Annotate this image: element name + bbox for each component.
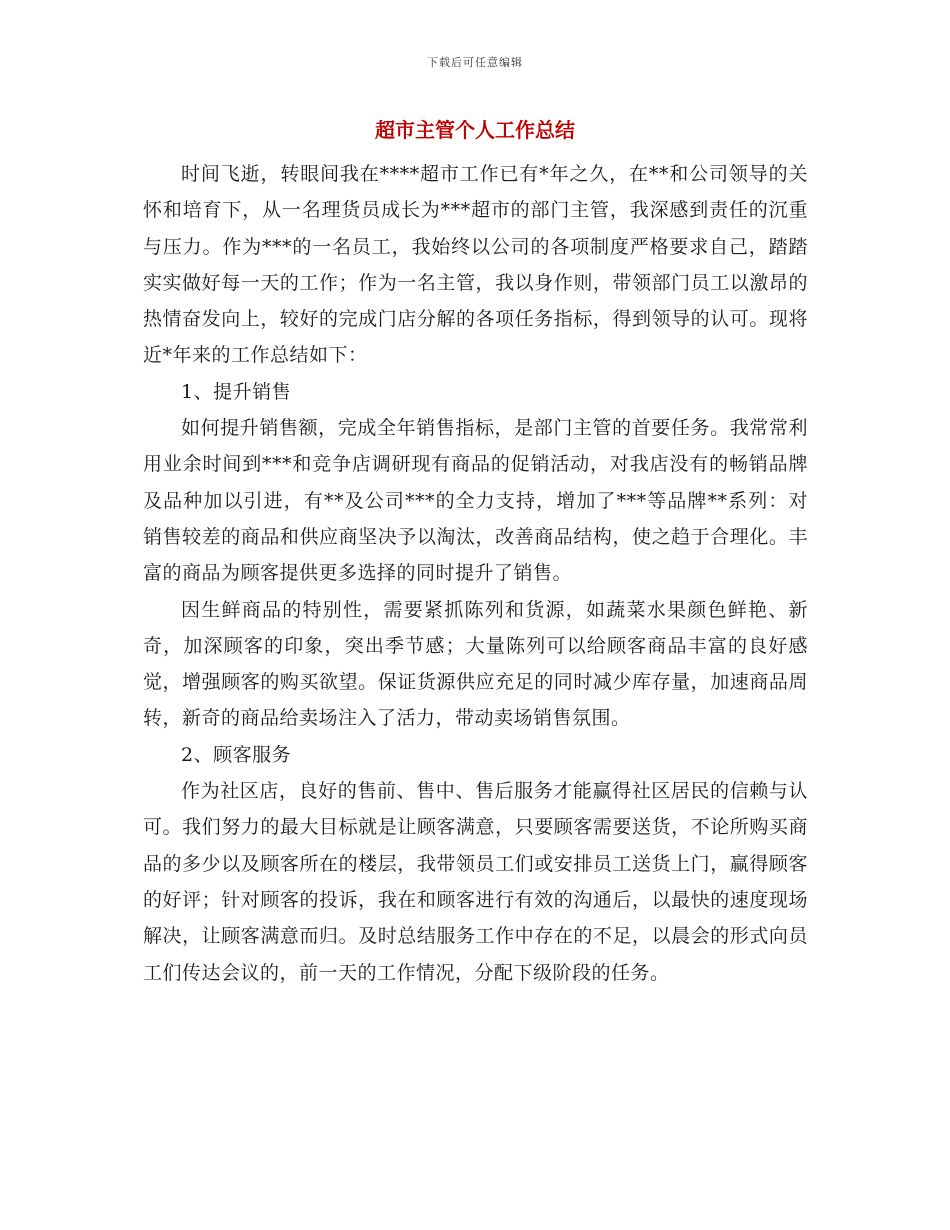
paragraph-sales-1: 如何提升销售额，完成全年销售指标，是部门主管的首要任务。我常常利用业余时间到***和竞争店调研现有商品的促销活动，对我店没有的畅销品牌及品种加以引进，有**及公司***的全力支持，增加了***等品牌**系列：对销售较差的商品和供应商坚决予以淘汰，改善商品结构，使之趋于合理化。丰富的商品为顾客提供更多选择的同时提升了销售。 — [143, 417, 808, 585]
document-title: 超市主管个人工作总结 — [375, 118, 575, 142]
paragraph-service: 作为社区店，良好的售前、售中、售后服务才能赢得社区居民的信赖与认可。我们努力的最大目标就是让顾客满意，只要顾客需要送货，不论所购买商品的多少以及顾客所在的楼层，我带领员工们或安排员工送货上门，赢得顾客的好评；针对顾客的投诉，我在和顾客进行有效的沟通后，以最快的速度现场解决，让顾客满意而归。及时总结服务工作中存在的不足，以晨会的形式向员工们传达会议的，前一天的工作情况，分配下级阶段的任务。 — [143, 780, 808, 984]
section-heading-service: 2、顾客服务 — [181, 743, 292, 766]
section-heading-sales: 1、提升销售 — [181, 380, 292, 403]
paragraph-intro: 时间飞逝，转眼间我在****超市工作已有*年之久，在**和公司领导的关怀和培育下，从一名理货员成长为***超市的部门主管，我深感到责任的沉重与压力。作为***的一名员工，我始终以公司的各项制度严格要求自己，踏踏实实做好每一天的工作；作为一名主管，我以身作则，带领部门员工以激昂的热情奋发向上，较好的完成门店分解的各项任务指标，得到领导的认可。现将近*年来的工作总结如下： — [143, 163, 808, 367]
document-body — [143, 156, 808, 991]
paragraph-sales-2: 因生鲜商品的特别性，需要紧抓陈列和货源，如蔬菜水果颜色鲜艳、新奇，加深顾客的印象，突出季节感；大量陈列可以给顾客商品丰富的良好感觉，增强顾客的购买欲望。保证货源供应充足的同时减少库存量，加速商品周转，新奇的商品给卖场注入了活力，带动卖场销售氛围。 — [143, 598, 808, 730]
header-note: 下载后可任意编辑 — [427, 56, 523, 69]
